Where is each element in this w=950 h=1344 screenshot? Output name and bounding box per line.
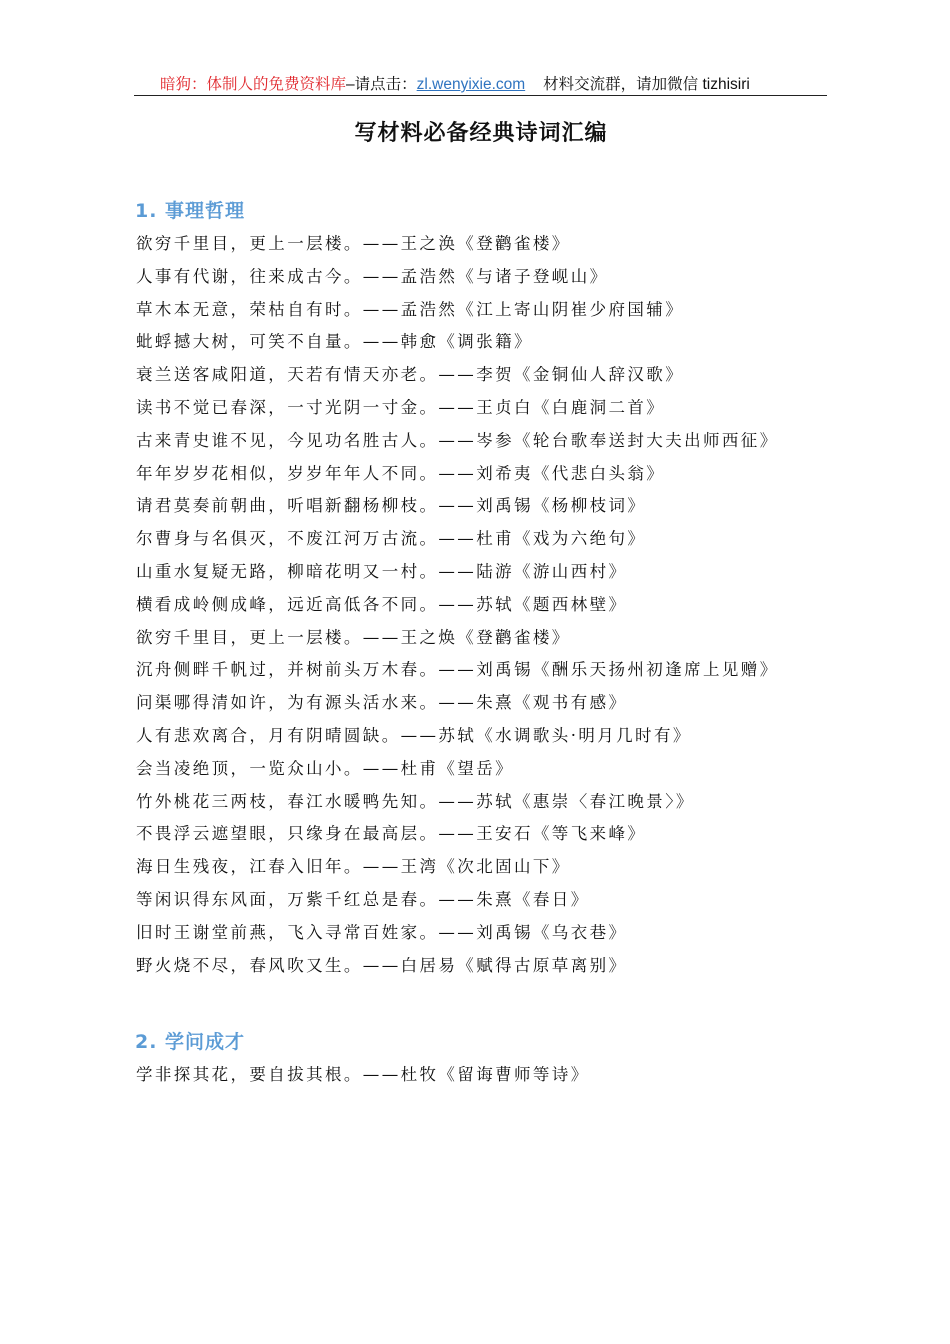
poem-line: 不畏浮云遮望眼，只缘身在最高层。——王安石《等飞来峰》 bbox=[136, 824, 647, 844]
poem-line: 人有悲欢离合，月有阴晴圆缺。——苏轼《水调歌头·明月几时有》 bbox=[136, 725, 692, 745]
poem-line: 旧时王谢堂前燕，飞入寻常百姓家。——刘禹锡《乌衣巷》 bbox=[136, 922, 628, 942]
poem-line: 问渠哪得清如许，为有源头活水来。——朱熹《观书有感》 bbox=[136, 693, 628, 713]
poem-line: 年年岁岁花相似，岁岁年年人不同。——刘希夷《代悲白头翁》 bbox=[136, 463, 666, 483]
page-title: 写材料必备经典诗词汇编 bbox=[354, 120, 608, 146]
poem-line: 竹外桃花三两枝，春江水暖鸭先知。——苏轼《惠崇〈春江晚景〉》 bbox=[136, 791, 695, 811]
header-promo: 暗狗：体制人的免费资料库 bbox=[160, 76, 347, 93]
poem-line: 欲穷千里目，更上一层楼。——王之焕《登鹳雀楼》 bbox=[136, 627, 571, 647]
poem-line: 尔曹身与名俱灭，不废江河万古流。——杜甫《戏为六绝句》 bbox=[136, 529, 647, 549]
poem-line: 沉舟侧畔千帆过，并树前头万木春。——刘禹锡《酬乐天扬州初逢席上见赠》 bbox=[136, 660, 779, 680]
section-1-lines bbox=[136, 228, 779, 982]
poem-line: 读书不觉已春深，一寸光阴一寸金。——王贞白《白鹿洞二首》 bbox=[136, 397, 666, 417]
section-heading: 2. 学问成才 bbox=[135, 1031, 246, 1053]
header-rule bbox=[134, 95, 827, 96]
poem-line: 学非探其花，要自拔其根。——杜牧《留诲曹师等诗》 bbox=[136, 1065, 590, 1084]
poem-line: 蚍蜉撼大树，可笑不自量。——韩愈《调张籍》 bbox=[136, 332, 533, 352]
poem-line: 会当凌绝顶，一览众山小。——杜甫《望岳》 bbox=[136, 758, 514, 778]
poem-line: 古来青史谁不见，今见功名胜古人。——岑参《轮台歌奉送封大夫出师西征》 bbox=[136, 430, 779, 450]
poem-line: 横看成岭侧成峰，远近高低各不同。——苏轼《题西林壁》 bbox=[136, 594, 628, 614]
header-link[interactable]: zl.wenyixie.com bbox=[416, 76, 526, 93]
page-header bbox=[160, 72, 750, 94]
poem-line: 海日生残夜，江春入旧年。——王湾《次北固山下》 bbox=[136, 857, 571, 877]
poem-line: 草木本无意，荣枯自有时。——孟浩然《江上寄山阴崔少府国辅》 bbox=[136, 299, 685, 319]
poem-line: 野火烧不尽，春风吹又生。——白居易《赋得古原草离别》 bbox=[136, 955, 628, 975]
poem-line: 衰兰送客咸阳道，天若有情天亦老。——李贺《金铜仙人辞汉歌》 bbox=[136, 365, 685, 385]
section-2-lines bbox=[136, 1059, 590, 1092]
poem-line: 欲穷千里目，更上一层楼。——王之涣《登鹳雀楼》 bbox=[136, 234, 571, 253]
header-click-prefix: –请点击： bbox=[346, 76, 417, 93]
poem-line: 山重水复疑无路，柳暗花明又一村。——陆游《游山西村》 bbox=[136, 561, 628, 581]
poem-line: 人事有代谢，往来成古今。——孟浩然《与诸子登岘山》 bbox=[136, 266, 609, 286]
header-contact: 材料交流群，请加微信 tizhisiri bbox=[543, 76, 750, 93]
section-heading: 1. 事理哲理 bbox=[135, 200, 246, 222]
poem-line: 等闲识得东风面，万紫千红总是春。——朱熹《春日》 bbox=[136, 889, 590, 909]
poem-line: 请君莫奏前朝曲，听唱新翻杨柳枝。——刘禹锡《杨柳枝词》 bbox=[136, 496, 647, 516]
